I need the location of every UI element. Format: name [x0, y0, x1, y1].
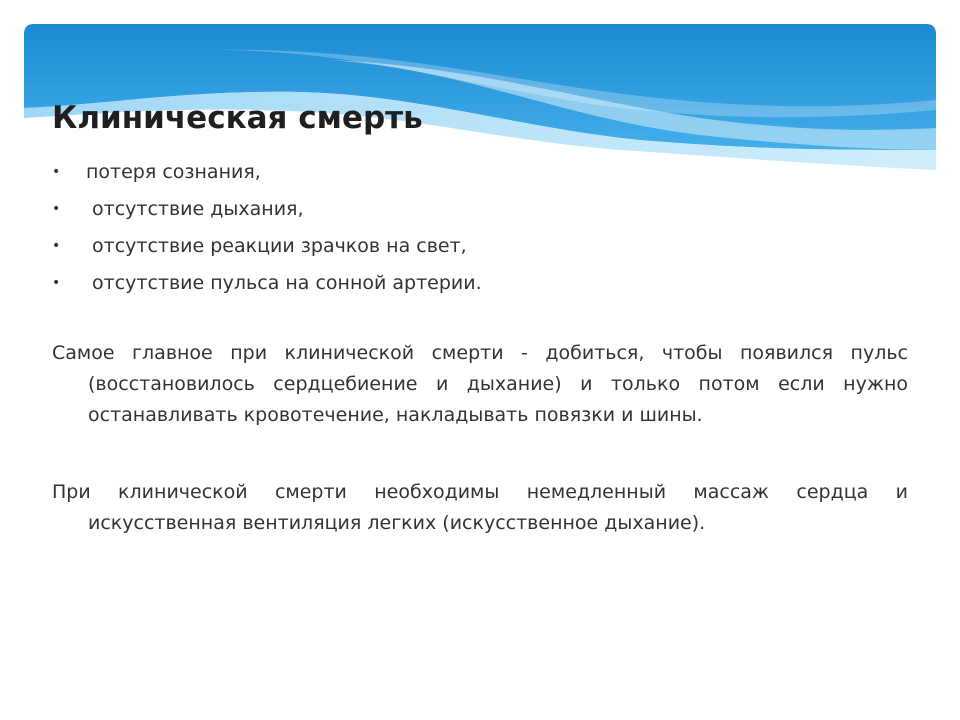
- list-item-text: потеря сознания,: [86, 161, 261, 183]
- bullet-marker: •: [52, 238, 61, 254]
- list-item-text: отсутствие реакции зрачков на свет,: [92, 235, 467, 257]
- bullet-marker: •: [52, 275, 61, 291]
- paragraph-cpr: [52, 477, 908, 539]
- slide-title: Клиническая смерть: [52, 100, 423, 136]
- list-item-text: отсутствие пульса на сонной артерии.: [92, 272, 482, 294]
- bullet-marker: •: [52, 201, 61, 217]
- paragraph-text: При клинической смерти необходимы немедленный массаж сердца и искусственная вентиляция легких (искусственное дыхание).: [52, 481, 908, 534]
- wave-banner: [0, 0, 960, 180]
- paragraph-main-priority: [52, 338, 908, 431]
- paragraph-text: Самое главное при клинической смерти - добиться, чтобы появился пульс (восстановилось сердцебиение и дыхание) и только потом если нужно останавливать кровотечение, накладывать повязки и шины.: [52, 342, 908, 426]
- list-item-text: отсутствие дыхания,: [92, 198, 304, 220]
- bullet-marker: •: [52, 164, 61, 180]
